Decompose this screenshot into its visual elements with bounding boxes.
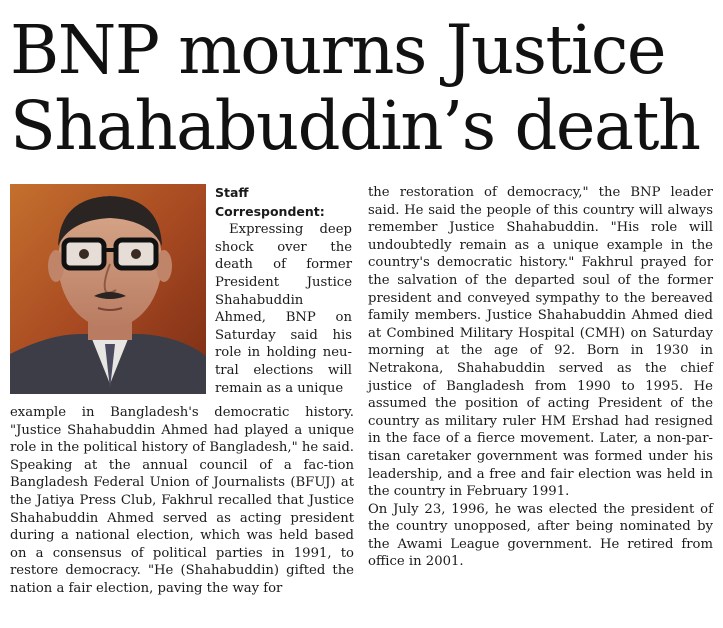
article-column-2	[368, 184, 713, 571]
article-column-1-bottom	[10, 404, 354, 598]
article-text-4: On July 23, 1996, he was elected the president of the country unopposed, after being nominated by the Awami League government. He retired from office in 2001.	[368, 501, 713, 570]
headline: BNP mourns Justice Shahabuddin’s death	[10, 11, 700, 165]
article-text-3: the restoration of democracy," the BNP leader said. He said the people of this country will always remember Justice Shahabuddin. "His role will undoubtedly remain as a unique example in the country's democratic history." Fakhrul prayed for the salvation of the departed soul of the former president and conveyed sympathy to the bereaved family members. Justice Shahabuddin Ahmed died at Combined Military Hospital (CMH) on Saturday morning at the age of 92. Born in 1930 in Netrakona, Shahabuddin served as the chief justice of Bangladesh from 1990 to 1995. He assumed the position of acting President of the country as military ruler HM Ershad had resigned in the face of a fierce movement. Later, a non-par-tisan caretaker government was formed under his leadership, and a free and fair election was held in the country in February 1991.	[368, 185, 713, 500]
byline: Staff Correspondent:	[215, 185, 325, 219]
article-text-1: Expressing deep shock over the death of former President Justice Shahabuddin Ahmed, BNP on Saturday said his role in holding neu-tral elections will remain as a unique	[215, 222, 352, 396]
article-column-1-top	[215, 184, 352, 397]
article-text-2: example in Bangladesh's democratic history. "Justice Shahabuddin Ahmed had played a unique role in the political history of Bangladesh," he said. Speaking at the annual council of a fac-tion Bangladesh Federal Union of Journalists (BFUJ) at the Jatiya Press Club, Fakhrul recalled that Justice Shahabuddin Ahmed served as acting president during a national election, which was held based on a consensus of political parties in 1991, to restore democracy. "He (Shahabuddin) gifted the nation a fair election, paving the way for	[10, 405, 354, 596]
portrait-photo	[10, 184, 206, 394]
